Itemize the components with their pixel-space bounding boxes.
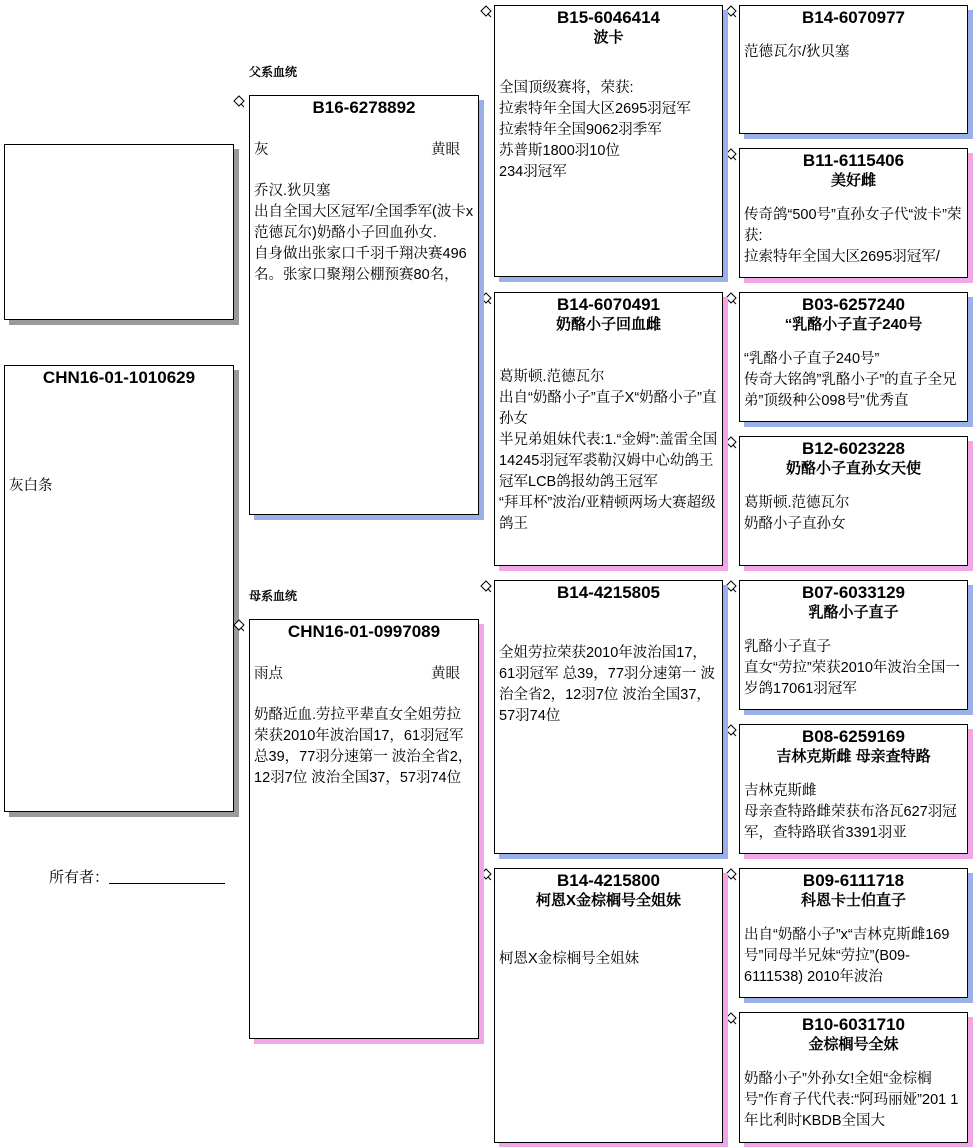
dam-line-label: 母系血统 bbox=[249, 589, 298, 603]
paint-bucket-icon[interactable] bbox=[724, 148, 738, 162]
ring-number: B14-6070977 bbox=[801, 8, 906, 27]
ring-number: B15-6046414 bbox=[556, 8, 661, 27]
bird-name: “乳酪小子直子240号 bbox=[784, 316, 923, 333]
ggp-card-6[interactable] bbox=[739, 724, 968, 854]
sire-card[interactable] bbox=[249, 95, 479, 515]
owner-field[interactable] bbox=[49, 866, 225, 887]
ggp-card-5[interactable] bbox=[739, 580, 968, 710]
bird-name: 科恩卡士伯直子 bbox=[800, 892, 906, 909]
ggp-card-3[interactable] bbox=[739, 292, 968, 422]
sire-eye: 黄眼 bbox=[431, 142, 460, 158]
paint-bucket-icon[interactable] bbox=[724, 292, 738, 306]
ggp-card-7[interactable] bbox=[739, 868, 968, 998]
photo-frame bbox=[4, 144, 234, 320]
paint-bucket-icon[interactable] bbox=[724, 868, 738, 882]
paint-bucket-icon[interactable] bbox=[724, 1012, 738, 1026]
bird-desc: 全姐劳拉荣获2010年波治国17，61羽冠军 总39，77羽分速第一 波治全省2，12羽7位 波治全国37，57羽74位 bbox=[499, 645, 715, 724]
paint-bucket-icon[interactable] bbox=[232, 95, 246, 109]
bird-name: 金棕榈号全妹 bbox=[808, 1036, 899, 1053]
dam-desc: 奶酪近血.劳拉平辈直女全姐劳拉荣获2010年波治国17，61羽冠军 总39，77羽分速第一 波治全省2，12羽7位 波治全国37，57羽74位 bbox=[254, 707, 473, 786]
ring-number: B12-6023228 bbox=[801, 439, 906, 458]
ggp-card-8[interactable] bbox=[739, 1012, 968, 1143]
ring-number: B14-4215800 bbox=[556, 871, 661, 890]
sire-ring: B16-6278892 bbox=[312, 98, 416, 117]
ggp-card-1[interactable] bbox=[739, 5, 968, 134]
ring-number: B11-6115406 bbox=[802, 151, 905, 170]
bird-name: 乳酪小子直子 bbox=[808, 604, 899, 621]
ring-number: B14-4215805 bbox=[556, 583, 661, 602]
paint-bucket-icon[interactable] bbox=[479, 5, 493, 19]
bird-name: 柯恩X金棕榈号全姐妹 bbox=[535, 892, 681, 909]
owner-line bbox=[109, 883, 225, 884]
paint-bucket-icon[interactable] bbox=[724, 580, 738, 594]
grandsire-maternal-card[interactable] bbox=[494, 580, 723, 854]
subject-card[interactable] bbox=[4, 365, 234, 812]
bird-desc: 葛斯顿.范德瓦尔 奶酪小子直孙女 bbox=[744, 495, 850, 532]
paint-bucket-icon[interactable] bbox=[479, 868, 493, 882]
bird-name: 奶酪小子回血雌 bbox=[555, 316, 661, 333]
ring-number: B09-6111718 bbox=[802, 871, 905, 890]
owner-label: 所有者： bbox=[49, 869, 110, 886]
dam-eye: 黄眼 bbox=[431, 666, 460, 682]
sire-color: 灰 bbox=[254, 142, 269, 158]
subject-ring: CHN16-01-1010629 bbox=[42, 368, 196, 387]
ggp-card-4[interactable] bbox=[739, 436, 968, 566]
paint-bucket-icon[interactable] bbox=[479, 580, 493, 594]
bird-name: 美好雌 bbox=[830, 172, 876, 189]
bird-name: 波卡 bbox=[593, 29, 624, 46]
bird-desc: 柯恩X金棕榈号全姐妹 bbox=[499, 951, 640, 967]
subject-color: 灰白条 bbox=[9, 478, 53, 494]
ring-number: B03-6257240 bbox=[801, 295, 906, 314]
sire-desc: 乔汉.狄贝塞 出自全国大区冠军/全国季军(波卡x范德瓦尔)奶酪小子回血孙女. 自身做出张家口千羽千翔决赛496名。张家口聚翔公棚预赛80名， bbox=[254, 183, 474, 283]
bird-name: 奶酪小子直孙女天使 bbox=[785, 460, 921, 477]
dam-color: 雨点 bbox=[254, 666, 283, 682]
granddam-maternal-card[interactable] bbox=[494, 868, 723, 1143]
bird-desc: 全国顶级赛将，荣获: 拉索特年全国大区2695羽冠军 拉索特年全国9062羽季军 苏普斯1800羽10位 234羽冠军 bbox=[499, 80, 691, 180]
paint-bucket-icon[interactable] bbox=[479, 292, 493, 306]
bird-desc: 传奇鸽“500号”直孙女子代“波卡”荣获: 拉索特年全国大区2695羽冠军/ bbox=[744, 207, 962, 265]
dam-card[interactable] bbox=[249, 619, 479, 1039]
grandsire-paternal-card[interactable] bbox=[494, 5, 723, 277]
bird-desc: 范德瓦尔/狄贝塞 bbox=[744, 44, 850, 60]
paint-bucket-icon[interactable] bbox=[232, 619, 246, 633]
paint-bucket-icon[interactable] bbox=[724, 724, 738, 738]
ring-number: B07-6033129 bbox=[801, 583, 906, 602]
bird-desc: “乳酪小子直子240号” 传奇大铭鸽”乳酪小子”的直子全兄弟”顶级种公098号”优秀直 bbox=[744, 351, 957, 409]
sire-line-label: 父系血统 bbox=[249, 65, 298, 79]
bird-name: 吉林克斯雌 母亲查特路 bbox=[776, 748, 931, 765]
ring-number: B14-6070491 bbox=[556, 295, 661, 314]
paint-bucket-icon[interactable] bbox=[724, 436, 738, 450]
bird-desc: 奶酪小子”外孙女!全姐“金棕榈号”作育子代代表:“阿玛丽娅”201 1年比利时KBDB全国大 bbox=[744, 1071, 959, 1129]
bird-desc: 吉林克斯雌 母亲查特路雌荣获布洛瓦627羽冠军，查特路联省3391羽亚 bbox=[744, 783, 957, 841]
ggp-card-2[interactable] bbox=[739, 148, 968, 278]
bird-desc: 葛斯顿.范德瓦尔 出自“奶酪小子”直子X“奶酪小子”直孙女 半兄弟姐妹代表:1.“金姆”:盖雷全国14245羽冠军裘勒汉姆中心幼鸽王冠军LCB鸽报幼鸽王冠军 “拜耳杯”波治/亚精顿两场大赛超级鸽王 bbox=[499, 369, 718, 532]
bird-desc: 乳酪小子直子 直女“劳拉”荣获2010年波治全国一岁鸽17061羽冠军 bbox=[744, 639, 960, 697]
dam-ring: CHN16-01-0997089 bbox=[287, 622, 441, 641]
bird-desc: 出自“奶酪小子”x“吉林克斯雌169号”同母半兄妹“劳拉”(B09-6111538) 2010年波治 bbox=[744, 927, 950, 985]
paint-bucket-icon[interactable] bbox=[724, 5, 738, 19]
ring-number: B08-6259169 bbox=[801, 727, 906, 746]
ring-number: B10-6031710 bbox=[801, 1015, 906, 1034]
granddam-paternal-card[interactable] bbox=[494, 292, 723, 566]
